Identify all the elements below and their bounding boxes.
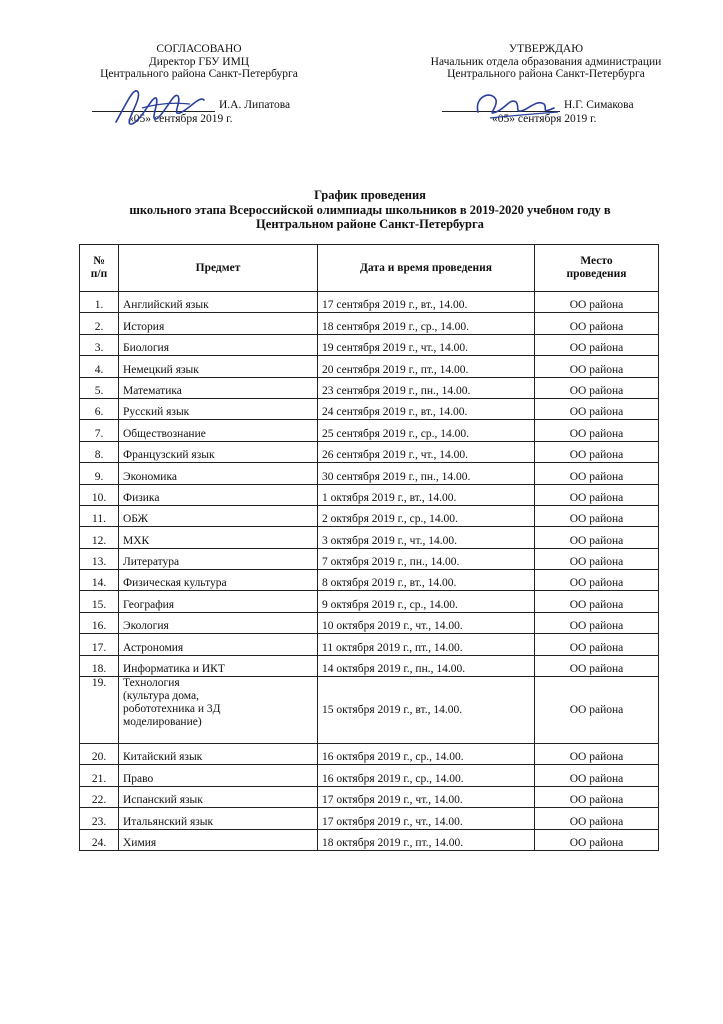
row-date: 10 октября 2019 г., чт., 14.00. <box>318 612 535 633</box>
row-subject: Китайский язык <box>119 744 318 765</box>
row-place: ОО района <box>535 398 659 419</box>
table-row <box>80 786 659 807</box>
row-date: 25 сентября 2019 г., ср., 14.00. <box>318 420 535 441</box>
row-subject: Физика <box>119 484 318 505</box>
table-row <box>80 548 659 569</box>
row-subject: Астрономия <box>119 634 318 655</box>
approval-position: Начальник отдела образования администрации <box>430 55 662 68</box>
row-place: ОО района <box>535 744 659 765</box>
row-number: 10. <box>80 484 119 505</box>
approval-status: УТВЕРЖДАЮ <box>508 43 584 55</box>
table-row <box>80 292 659 313</box>
table-row <box>80 505 659 526</box>
table-row <box>80 313 659 334</box>
header-date: Дата и время проведения <box>318 245 535 292</box>
row-number: 16. <box>80 612 119 633</box>
row-subject: Экология <box>119 612 318 633</box>
row-number: 12. <box>80 527 119 548</box>
approval-block-right <box>420 43 672 81</box>
row-subject: Технология (культура дома, робототехника и 3Д моделирование) <box>119 677 318 744</box>
row-place: ОО района <box>535 527 659 548</box>
table-row <box>80 334 659 355</box>
table-row <box>80 634 659 655</box>
row-place: ОО района <box>535 420 659 441</box>
table-row <box>80 829 659 850</box>
row-date: 24 сентября 2019 г., вт., 14.00. <box>318 398 535 419</box>
row-date: 30 сентября 2019 г., пн., 14.00. <box>318 463 535 484</box>
row-subject: Французский язык <box>119 441 318 462</box>
row-date: 2 октября 2019 г., ср., 14.00. <box>318 505 535 526</box>
row-place: ОО района <box>535 570 659 591</box>
row-date: 1 октября 2019 г., вт., 14.00. <box>318 484 535 505</box>
row-subject: Право <box>119 765 318 786</box>
row-number: 15. <box>80 591 119 612</box>
row-subject: Литература <box>119 548 318 569</box>
row-place: ОО района <box>535 441 659 462</box>
row-date: 3 октября 2019 г., чт., 14.00. <box>318 527 535 548</box>
approval-status: СОГЛАСОВАНО <box>156 43 242 55</box>
row-date: 8 октября 2019 г., вт., 14.00. <box>318 570 535 591</box>
row-place: ОО района <box>535 634 659 655</box>
row-subject: Физическая культура <box>119 570 318 591</box>
table-row <box>80 570 659 591</box>
row-place: ОО района <box>535 484 659 505</box>
row-subject: Итальянский язык <box>119 808 318 829</box>
row-subject: Обществознание <box>119 420 318 441</box>
row-number: 5. <box>80 377 119 398</box>
row-number: 23. <box>80 808 119 829</box>
row-number: 20. <box>80 744 119 765</box>
table-row <box>80 484 659 505</box>
table-row <box>80 765 659 786</box>
row-place: ОО района <box>535 356 659 377</box>
row-date: 11 октября 2019 г., пт., 14.00. <box>318 634 535 655</box>
row-date: 16 октября 2019 г., ср., 14.00. <box>318 744 535 765</box>
row-date: 17 октября 2019 г., чт., 14.00. <box>318 786 535 807</box>
row-place: ОО района <box>535 377 659 398</box>
row-number: 24. <box>80 829 119 850</box>
row-place: ОО района <box>535 505 659 526</box>
row-subject: Русский язык <box>119 398 318 419</box>
row-subject: История <box>119 313 318 334</box>
approval-position: Директор ГБУ ИМЦ <box>148 55 250 68</box>
row-number: 11. <box>80 505 119 526</box>
row-number: 19. <box>80 677 119 744</box>
row-date: 20 сентября 2019 г., пт., 14.00. <box>318 356 535 377</box>
row-number: 4. <box>80 356 119 377</box>
row-place: ОО района <box>535 313 659 334</box>
table-row <box>80 808 659 829</box>
row-date: 9 октября 2019 г., ср., 14.00. <box>318 591 535 612</box>
row-number: 21. <box>80 765 119 786</box>
row-subject: Немецкий язык <box>119 356 318 377</box>
table-row <box>80 441 659 462</box>
row-place: ОО района <box>535 655 659 676</box>
approval-date-right: «05» сентября 2019 г. <box>492 113 597 125</box>
row-number: 9. <box>80 463 119 484</box>
row-subject: Английский язык <box>119 292 318 313</box>
row-date: 15 октября 2019 г., вт., 14.00. <box>318 677 535 744</box>
row-subject: Биология <box>119 334 318 355</box>
header-number: № п/п <box>80 245 119 292</box>
row-place: ОО района <box>535 292 659 313</box>
row-number: 13. <box>80 548 119 569</box>
row-place: ОО района <box>535 829 659 850</box>
row-place: ОО района <box>535 334 659 355</box>
table-body <box>80 292 659 851</box>
row-place: ОО района <box>535 463 659 484</box>
table-row <box>80 744 659 765</box>
row-subject: Химия <box>119 829 318 850</box>
table-row <box>80 677 659 744</box>
row-subject: Экономика <box>119 463 318 484</box>
row-subject: Информатика и ИКТ <box>119 655 318 676</box>
row-number: 1. <box>80 292 119 313</box>
table-row <box>80 591 659 612</box>
approval-block-left <box>88 43 310 81</box>
table-row <box>80 377 659 398</box>
table-row <box>80 612 659 633</box>
title-line-2: школьного этапа Всероссийской олимпиады школьников в 2019-2020 учебном году в <box>129 202 611 217</box>
row-date: 18 сентября 2019 г., ср., 14.00. <box>318 313 535 334</box>
row-place: ОО района <box>535 612 659 633</box>
title-line-3: Центральном районе Санкт-Петербурга <box>256 217 484 231</box>
table-row <box>80 655 659 676</box>
row-number: 8. <box>80 441 119 462</box>
approval-organization: Центрального района Санкт-Петербурга <box>100 68 298 80</box>
document-title <box>40 188 700 232</box>
row-date: 16 октября 2019 г., ср., 14.00. <box>318 765 535 786</box>
row-subject: Математика <box>119 377 318 398</box>
row-number: 7. <box>80 420 119 441</box>
row-place: ОО района <box>535 548 659 569</box>
table-row <box>80 463 659 484</box>
approval-date-left: «05» сентября 2019 г. <box>128 113 233 125</box>
row-subject: Испанский язык <box>119 786 318 807</box>
row-date: 17 октября 2019 г., чт., 14.00. <box>318 808 535 829</box>
row-place: ОО района <box>535 786 659 807</box>
header-place: Место проведения <box>535 245 659 292</box>
signatory-name-left: И.А. Липатова <box>219 99 291 111</box>
table-row <box>80 356 659 377</box>
approval-organization: Центрального района Санкт-Петербурга <box>447 68 645 80</box>
row-date: 14 октября 2019 г., пн., 14.00. <box>318 655 535 676</box>
row-date: 19 сентября 2019 г., чт., 14.00. <box>318 334 535 355</box>
row-date: 26 сентября 2019 г., чт., 14.00. <box>318 441 535 462</box>
table-row <box>80 420 659 441</box>
row-place: ОО района <box>535 808 659 829</box>
row-subject: ОБЖ <box>119 505 318 526</box>
row-date: 23 сентября 2019 г., пн., 14.00. <box>318 377 535 398</box>
signatory-name-right: Н.Г. Симакова <box>564 99 634 111</box>
signature-left <box>112 78 208 132</box>
row-subject: География <box>119 591 318 612</box>
row-number: 3. <box>80 334 119 355</box>
row-subject: МХК <box>119 527 318 548</box>
row-number: 22. <box>80 786 119 807</box>
row-date: 7 октября 2019 г., пн., 14.00. <box>318 548 535 569</box>
row-number: 17. <box>80 634 119 655</box>
row-number: 6. <box>80 398 119 419</box>
table-row <box>80 398 659 419</box>
table-row <box>80 527 659 548</box>
row-number: 14. <box>80 570 119 591</box>
schedule-table <box>79 244 659 851</box>
row-place: ОО района <box>535 765 659 786</box>
row-place: ОО района <box>535 677 659 744</box>
header-subject: Предмет <box>119 245 318 292</box>
row-number: 2. <box>80 313 119 334</box>
row-date: 18 октября 2019 г., пт., 14.00. <box>318 829 535 850</box>
row-number: 18. <box>80 655 119 676</box>
table-header-row <box>80 245 659 292</box>
title-line-1: График проведения <box>314 188 426 202</box>
row-place: ОО района <box>535 591 659 612</box>
signature-right <box>470 82 562 126</box>
row-date: 17 сентября 2019 г., вт., 14.00. <box>318 292 535 313</box>
